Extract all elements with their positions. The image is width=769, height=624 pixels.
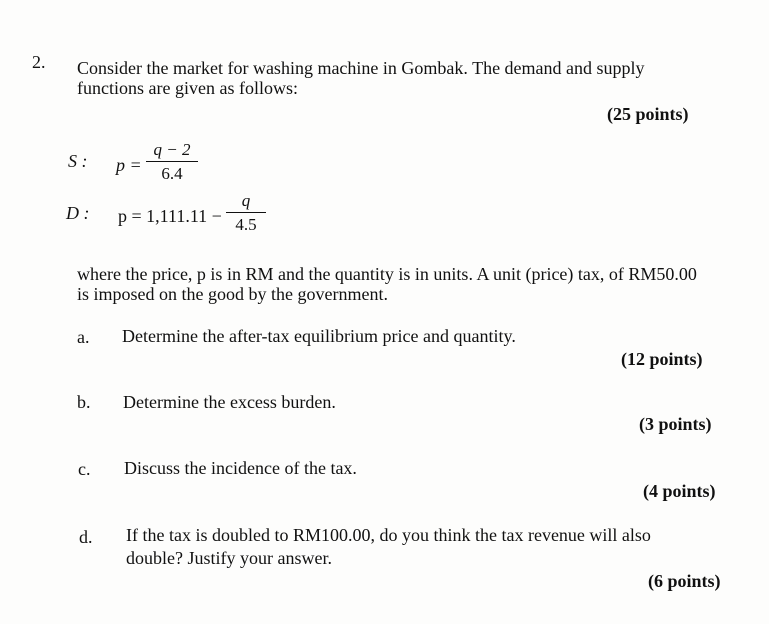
question-number: 2. bbox=[32, 52, 46, 72]
part-c-letter: c. bbox=[78, 459, 91, 479]
part-d-letter: d. bbox=[79, 527, 93, 547]
supply-fraction-bar bbox=[146, 161, 198, 162]
supply-label: S : bbox=[68, 151, 88, 171]
part-a-letter: a. bbox=[77, 327, 90, 347]
supply-fraction bbox=[146, 140, 198, 184]
part-c-text: Discuss the incidence of the tax. bbox=[124, 458, 357, 478]
part-d-points: (6 points) bbox=[648, 571, 721, 591]
question-intro-line1: Consider the market for washing machine in Gombak. The demand and supply bbox=[77, 58, 645, 78]
part-b-text: Determine the excess burden. bbox=[123, 392, 336, 412]
part-d-text-line1: If the tax is doubled to RM100.00, do you think the tax revenue will also bbox=[126, 525, 651, 545]
supply-numerator: q − 2 bbox=[153, 140, 191, 159]
part-b-letter: b. bbox=[77, 392, 91, 412]
demand-numerator: q bbox=[241, 191, 251, 210]
part-a-text: Determine the after-tax equilibrium price and quantity. bbox=[122, 326, 516, 346]
part-b-points: (3 points) bbox=[639, 414, 712, 434]
demand-label: D : bbox=[66, 203, 90, 223]
part-c-points: (4 points) bbox=[643, 481, 716, 501]
demand-fraction-bar bbox=[226, 212, 266, 213]
demand-lhs: p = 1,111.11 − bbox=[118, 206, 222, 226]
description-line2: is imposed on the good by the government. bbox=[77, 284, 388, 304]
demand-fraction bbox=[226, 191, 266, 235]
total-points: (25 points) bbox=[607, 104, 689, 124]
description-line1: where the price, p is in RM and the quantity is in units. A unit (price) tax, of RM50.00 bbox=[77, 264, 697, 284]
supply-lhs: p = bbox=[116, 155, 142, 175]
demand-denominator: 4.5 bbox=[235, 215, 257, 234]
part-d-text-line2: double? Justify your answer. bbox=[126, 548, 332, 568]
part-a-points: (12 points) bbox=[621, 349, 703, 369]
question-intro-line2: functions are given as follows: bbox=[77, 78, 298, 98]
supply-denominator: 6.4 bbox=[161, 164, 183, 183]
